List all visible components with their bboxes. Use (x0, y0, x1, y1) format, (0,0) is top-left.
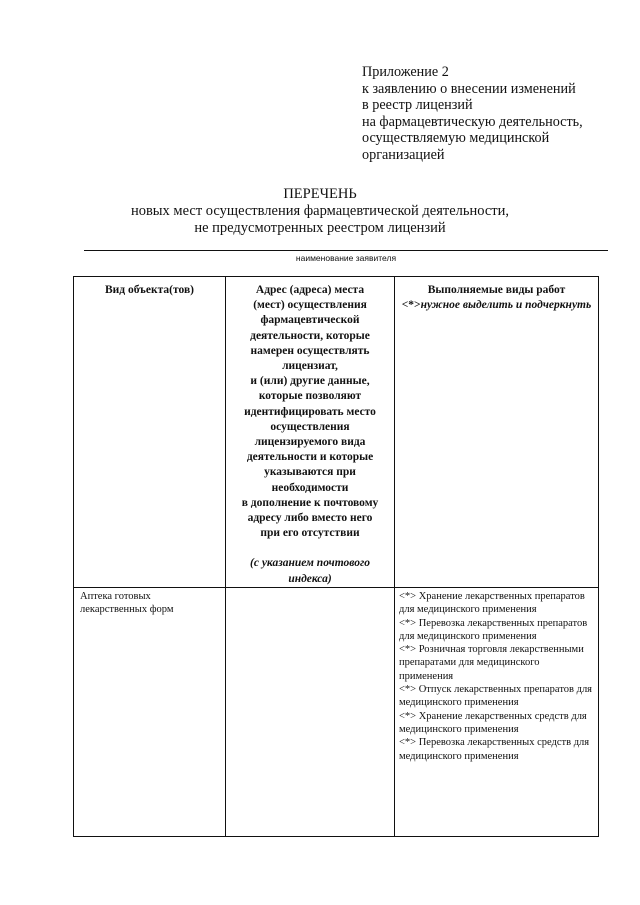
cell-object-type[interactable]: Аптека готовых лекарственных форм (74, 588, 226, 837)
header-address-line: адресу либо вместо него (247, 512, 373, 525)
header-object-type-label: Вид объекта(тов) (104, 284, 194, 296)
header-address-line: деятельности и которые (246, 451, 374, 464)
applicant-name-line[interactable] (84, 250, 608, 251)
document-title: ПЕРЕЧЕНЬ (283, 186, 357, 202)
appendix-line: Приложение 2 (362, 64, 449, 80)
header-object-type (74, 277, 226, 588)
table-header-row (74, 277, 599, 588)
header-address-line: деятельности, которые (250, 329, 370, 342)
table-row (74, 588, 599, 837)
header-works (395, 277, 599, 588)
work-option[interactable]: <*> Отпуск лекарственных препаратов для медицинского применения (399, 684, 593, 709)
header-address-line: необходимости (271, 481, 349, 494)
work-option[interactable]: <*> Перевозка лекарственных препаратов для медицинского применения (399, 617, 588, 642)
places-table (73, 276, 599, 837)
cell-works[interactable] (395, 588, 599, 837)
header-address-text (226, 277, 394, 541)
header-address-line: указываются при (264, 466, 356, 479)
work-option[interactable]: <*> Розничная торговля лекарственными препаратами для медицинского применения (399, 644, 584, 682)
header-address-line: осуществления (270, 420, 350, 433)
work-option[interactable]: <*> Перевозка лекарственных средств для медицинского применения (399, 737, 590, 762)
header-address-note-line: (с указанием почтового (250, 557, 370, 570)
header-address-line: при его отсутствии (260, 527, 360, 540)
header-address-note (226, 556, 394, 586)
header-address-line: фармацевтической (260, 314, 360, 327)
header-address-line: (мест) осуществления (253, 299, 367, 312)
applicant-name-caption: наименование заявителя (295, 253, 397, 263)
hint-text: нужное выделить и подчеркнуть (420, 299, 592, 312)
document-subtitle-line: не предусмотренных реестром лицензий (194, 220, 446, 236)
header-address-line: которые позволяют (258, 390, 362, 403)
header-works-hint (395, 298, 598, 313)
cell-address[interactable] (226, 588, 395, 837)
appendix-block (362, 64, 622, 164)
work-option[interactable]: <*> Хранение лекарственных средств для медицинского применения (399, 710, 587, 735)
document-subtitle-line: новых мест осуществления фармацевтической деятельности, (130, 203, 510, 219)
header-address-line: лицензиат, (282, 360, 338, 373)
hint-marker: <*> (401, 299, 421, 312)
appendix-line: организацией (362, 146, 445, 163)
header-works-label: Выполняемые виды работ (427, 284, 566, 296)
header-address-line: лицензируемого вида (254, 436, 366, 449)
work-option[interactable]: <*> Хранение лекарственных препаратов для медицинского применения (399, 591, 585, 616)
appendix-line: в реестр лицензий (362, 97, 473, 114)
header-address-line: и (или) другие данные, (250, 375, 370, 388)
header-address-note-line: индекса) (288, 572, 332, 585)
appendix-line: осуществляемую медицинской (362, 130, 550, 147)
header-address (226, 277, 395, 588)
appendix-line: на фармацевтическую деятельность, (362, 113, 583, 130)
appendix-line: к заявлению о внесении изменений (362, 80, 576, 97)
header-address-line: в дополнение к почтовому (241, 496, 379, 509)
header-address-line: намерен осуществлять (250, 344, 370, 357)
header-address-line: Адрес (адреса) места (255, 284, 365, 296)
header-address-line: идентифицировать место (244, 405, 376, 418)
